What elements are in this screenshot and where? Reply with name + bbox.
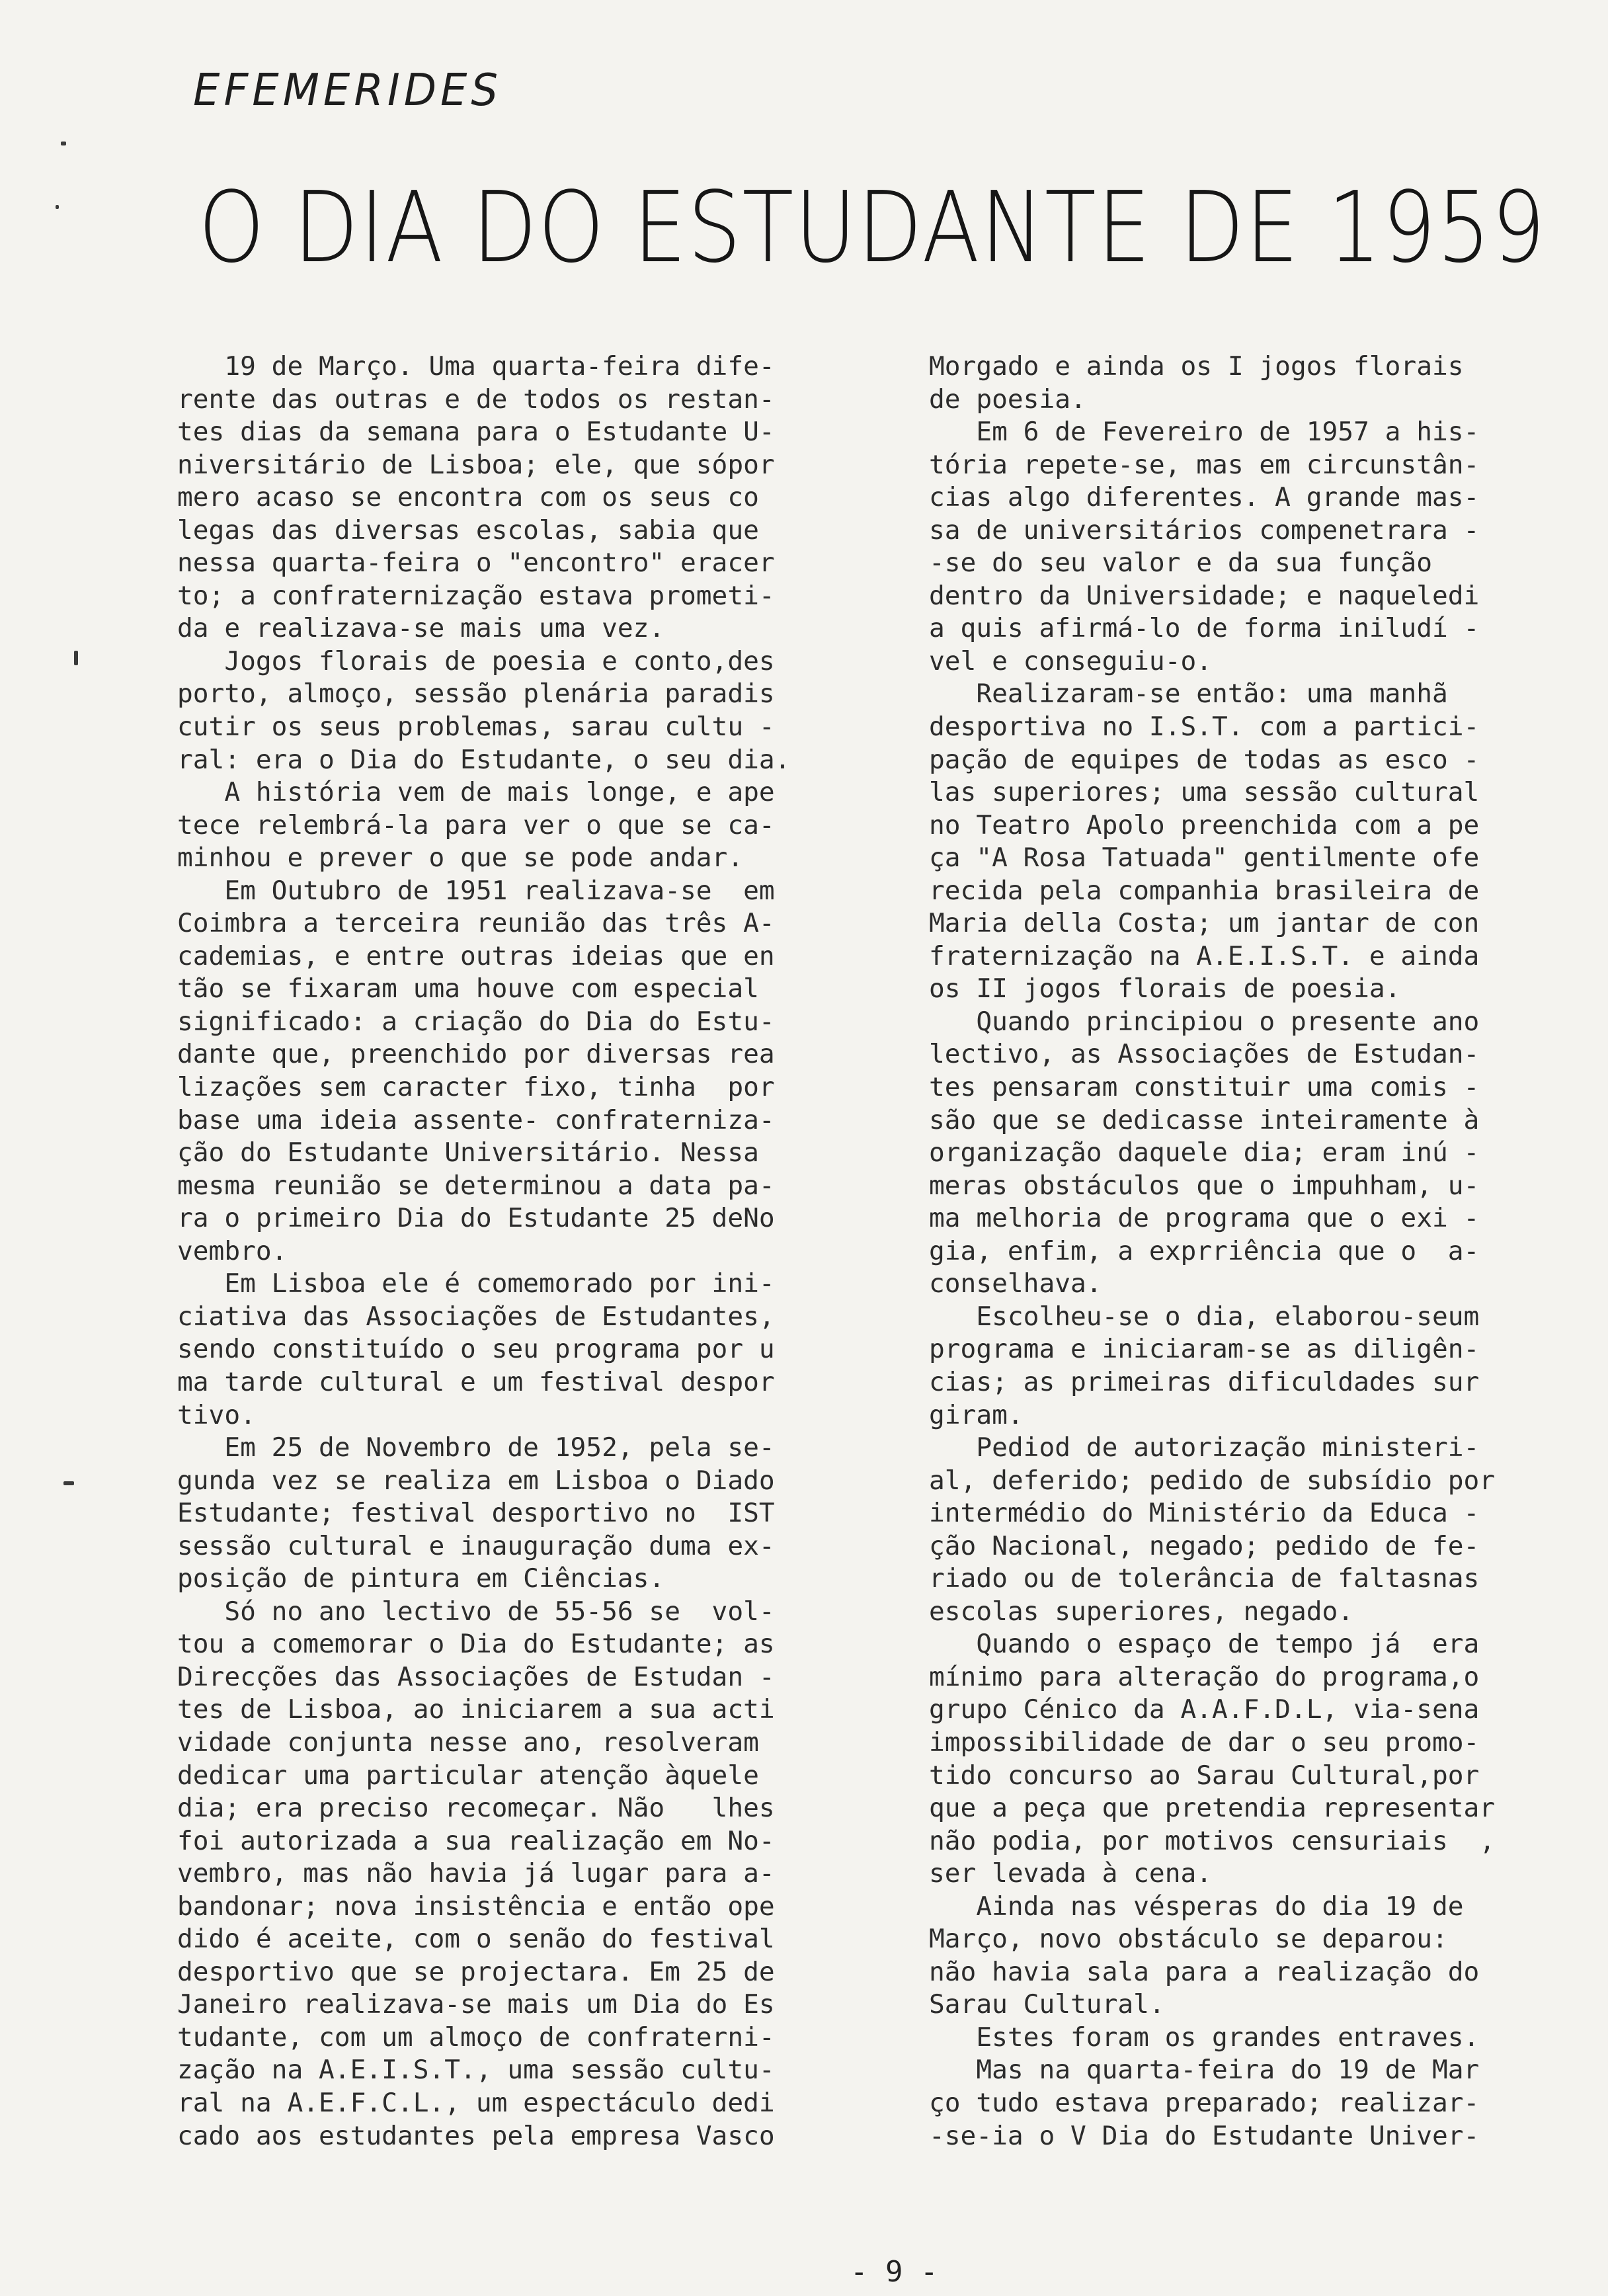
text-line: ção Nacional, negado; pedido de fe- [929,1530,1480,1561]
text-line: intermédio do Ministério da Educa - [929,1498,1480,1529]
text-line: a quis afirmá-lo de forma iniludí - [929,613,1480,644]
text-line: al, deferido; pedido de subsídio por [929,1465,1496,1496]
text-line: riado ou de tolerância de faltasnas [929,1563,1480,1594]
text-line: Em 6 de Fevereiro de 1957 a his- [929,417,1480,448]
text-line: A história vem de mais longe, e ape [177,777,775,808]
text-line: Ainda nas vésperas do dia 19 de [929,1891,1464,1922]
text-line: ciativa das Associações de Estudantes, [177,1301,775,1332]
text-line: são que se dedicasse inteiramente à [929,1104,1480,1135]
text-line: tivo. [177,1399,256,1430]
article-title: O DIA DO ESTUDANTE DE 1959 [198,171,1547,284]
text-line: os II jogos florais de poesia. [929,973,1401,1004]
text-line: nessa quarta-feira o "encontro" eracer [177,548,775,579]
text-line: vembro. [177,1235,288,1266]
text-line: Realizaram-se então: uma manhã [929,678,1448,710]
text-line: de poesia. [929,384,1086,415]
text-line: Em 25 de Novembro de 1952, pela se- [177,1432,775,1463]
text-line: mero acaso se encontra com os seus co [177,482,759,513]
text-line: base uma ideia assente- confraterniza- [177,1104,775,1135]
text-line: sessão cultural e inauguração duma ex- [177,1530,775,1561]
text-line: que a peça que pretendia representar [929,1793,1496,1824]
margin-mark [63,1481,74,1485]
text-line: Jogos florais de poesia e conto,des [177,645,775,676]
text-line: ma melhoria de programa que o exi - [929,1203,1480,1234]
text-line: tória repete-se, mas em circunstân- [929,449,1480,480]
text-line: Quando principiou o presente ano [929,1006,1480,1037]
text-line: dante que, preenchido por diversas rea [177,1039,775,1070]
text-line: pação de equipes de todas as esco - [929,744,1480,775]
text-line: Estudante; festival desportivo no IST [177,1498,775,1529]
text-line: Morgado e ainda os I jogos florais [929,351,1464,382]
text-line: significado: a criação do Dia do Estu- [177,1006,775,1037]
text-line: no Teatro Apolo preenchida com a pe [929,809,1480,840]
text-line: Em Outubro de 1951 realizava-se em [177,875,775,906]
text-line: dia; era preciso recomeçar. Não lhes [177,1793,775,1824]
text-line: Estes foram os grandes entraves. [929,2022,1480,2053]
text-line: organização daquele dia; eram inú - [929,1137,1480,1168]
text-line: Coimbra a terceira reunião das três A- [177,908,775,939]
text-line: Em Lisboa ele é comemorado por ini- [177,1268,775,1299]
text-line: não havia sala para a realização do [929,1956,1480,1987]
text-line: dido é aceite, com o senão do festival [177,1924,775,1955]
text-line: mínimo para alteração do programa,o [929,1661,1480,1692]
text-line: Quando o espaço de tempo já era [929,1629,1480,1660]
text-line: Direcções das Associações de Estudan - [177,1661,775,1692]
text-line: minhou e prever o que se pode andar. [177,842,744,874]
text-line: Pediod de autorização ministeri- [929,1432,1480,1463]
text-line: cias algo diferentes. A grande mas- [929,482,1480,513]
text-line: dedicar uma particular atenção àquele [177,1760,759,1791]
left-text-column [177,350,790,2152]
margin-mark [56,205,59,209]
text-line: tes de Lisboa, ao iniciarem a sua acti [177,1694,775,1725]
section-label: EFEMERIDES [193,65,502,116]
text-line: desportivo que se projectara. Em 25 de [177,1956,775,1987]
text-line: sendo constituído o seu programa por u [177,1334,775,1365]
text-line: Janeiro realizava-se mais um Dia do Es [177,1989,775,2020]
text-line: 19 de Março. Uma quarta-feira dife- [177,351,775,382]
margin-mark [74,651,78,665]
text-line: ça "A Rosa Tatuada" gentilmente ofe [929,842,1480,874]
text-line: da e realizava-se mais uma vez. [177,613,665,644]
text-line: Mas na quarta-feira do 19 de Mar [929,2055,1480,2086]
text-line: ma tarde cultural e um festival despor [177,1366,775,1397]
text-line: Maria della Costa; um jantar de con [929,908,1480,939]
text-line: fraternização na A.E.I.S.T. e ainda [929,940,1480,971]
text-line: niversitário de Lisboa; ele, que sópor [177,449,775,480]
text-line: -se do seu valor e da sua função [929,548,1432,579]
text-line: Escolheu-se o dia, elaborou-seum [929,1301,1480,1332]
text-line: tes pensaram constituir uma comis - [929,1072,1480,1103]
text-line: recida pela companhia brasileira de [929,875,1480,906]
text-line: foi autorizada a sua realização em No- [177,1825,775,1856]
text-line: ral na A.E.F.C.L., um espectáculo dedi [177,2087,775,2118]
text-line: tudante, com um almoço de confraterni- [177,2022,775,2053]
text-line: las superiores; uma sessão cultural [929,777,1480,808]
text-line: sa de universitários compenetrara - [929,514,1480,546]
text-line: giram. [929,1399,1024,1430]
text-line: Só no ano lectivo de 55-56 se vol- [177,1596,775,1627]
text-line: vembro, mas não havia já lugar para a- [177,1858,775,1889]
text-line: grupo Cénico da A.A.F.D.L, via-sena [929,1694,1480,1725]
text-line: ção do Estudante Universitário. Nessa [177,1137,759,1168]
text-line: não podia, por motivos censuriais , [929,1825,1496,1856]
text-line: gunda vez se realiza em Lisboa o Diado [177,1465,775,1496]
right-text-column [929,350,1495,2152]
text-line: vel e conseguiu-o. [929,645,1213,676]
text-line: conselhava. [929,1268,1102,1299]
text-line: posição de pintura em Ciências. [177,1563,665,1594]
text-line: ser levada à cena. [929,1858,1213,1889]
text-line: to; a confraternização estava prometi- [177,580,775,611]
page-number: - 9 - [850,2255,938,2289]
text-line: tes dias da semana para o Estudante U- [177,417,775,448]
text-line: cado aos estudantes pela empresa Vasco [177,2120,775,2151]
text-line: ra o primeiro Dia do Estudante 25 deNo [177,1203,775,1234]
text-line: cutir os seus problemas, sarau cultu - [177,712,775,743]
text-line: tão se fixaram uma houve com especial [177,973,759,1004]
text-line: bandonar; nova insistência e então ope [177,1891,775,1922]
text-line: tido concurso ao Sarau Cultural,por [929,1760,1480,1791]
text-line: gia, enfim, a exprriência que o a- [929,1235,1480,1266]
text-line: zação na A.E.I.S.T., uma sessão cultu- [177,2055,775,2086]
text-line: lectivo, as Associações de Estudan- [929,1039,1480,1070]
text-line: impossibilidade de dar o seu promo- [929,1727,1480,1758]
text-line: legas das diversas escolas, sabia que [177,514,759,546]
text-line: vidade conjunta nesse ano, resolveram [177,1727,759,1758]
text-line: porto, almoço, sessão plenária paradis [177,678,775,710]
text-line: cademias, e entre outras ideias que en [177,940,775,971]
text-line: Sarau Cultural. [929,1989,1165,2020]
text-line: rente das outras e de todos os restan- [177,384,775,415]
text-line: dentro da Universidade; e naqueledi [929,580,1480,611]
text-line: tou a comemorar o Dia do Estudante; as [177,1629,775,1660]
text-line: -se-ia o V Dia do Estudante Univer- [929,2120,1480,2151]
text-line: ral: era o Dia do Estudante, o seu dia. [177,744,791,775]
text-line: programa e iniciaram-se as diligên- [929,1334,1480,1365]
text-line: Março, novo obstáculo se deparou: [929,1924,1448,1955]
text-line: escolas superiores, negado. [929,1596,1354,1627]
text-line: meras obstáculos que o impuhham, u- [929,1170,1480,1201]
text-line: ço tudo estava preparado; realizar- [929,2087,1480,2118]
text-line: tece relembrá-la para ver o que se ca- [177,809,775,840]
text-line: mesma reunião se determinou a data pa- [177,1170,775,1201]
text-line: lizações sem caracter fixo, tinha por [177,1072,775,1103]
text-line: cias; as primeiras dificuldades sur [929,1366,1480,1397]
margin-mark [61,142,66,145]
text-line: desportiva no I.S.T. com a partici- [929,712,1480,743]
